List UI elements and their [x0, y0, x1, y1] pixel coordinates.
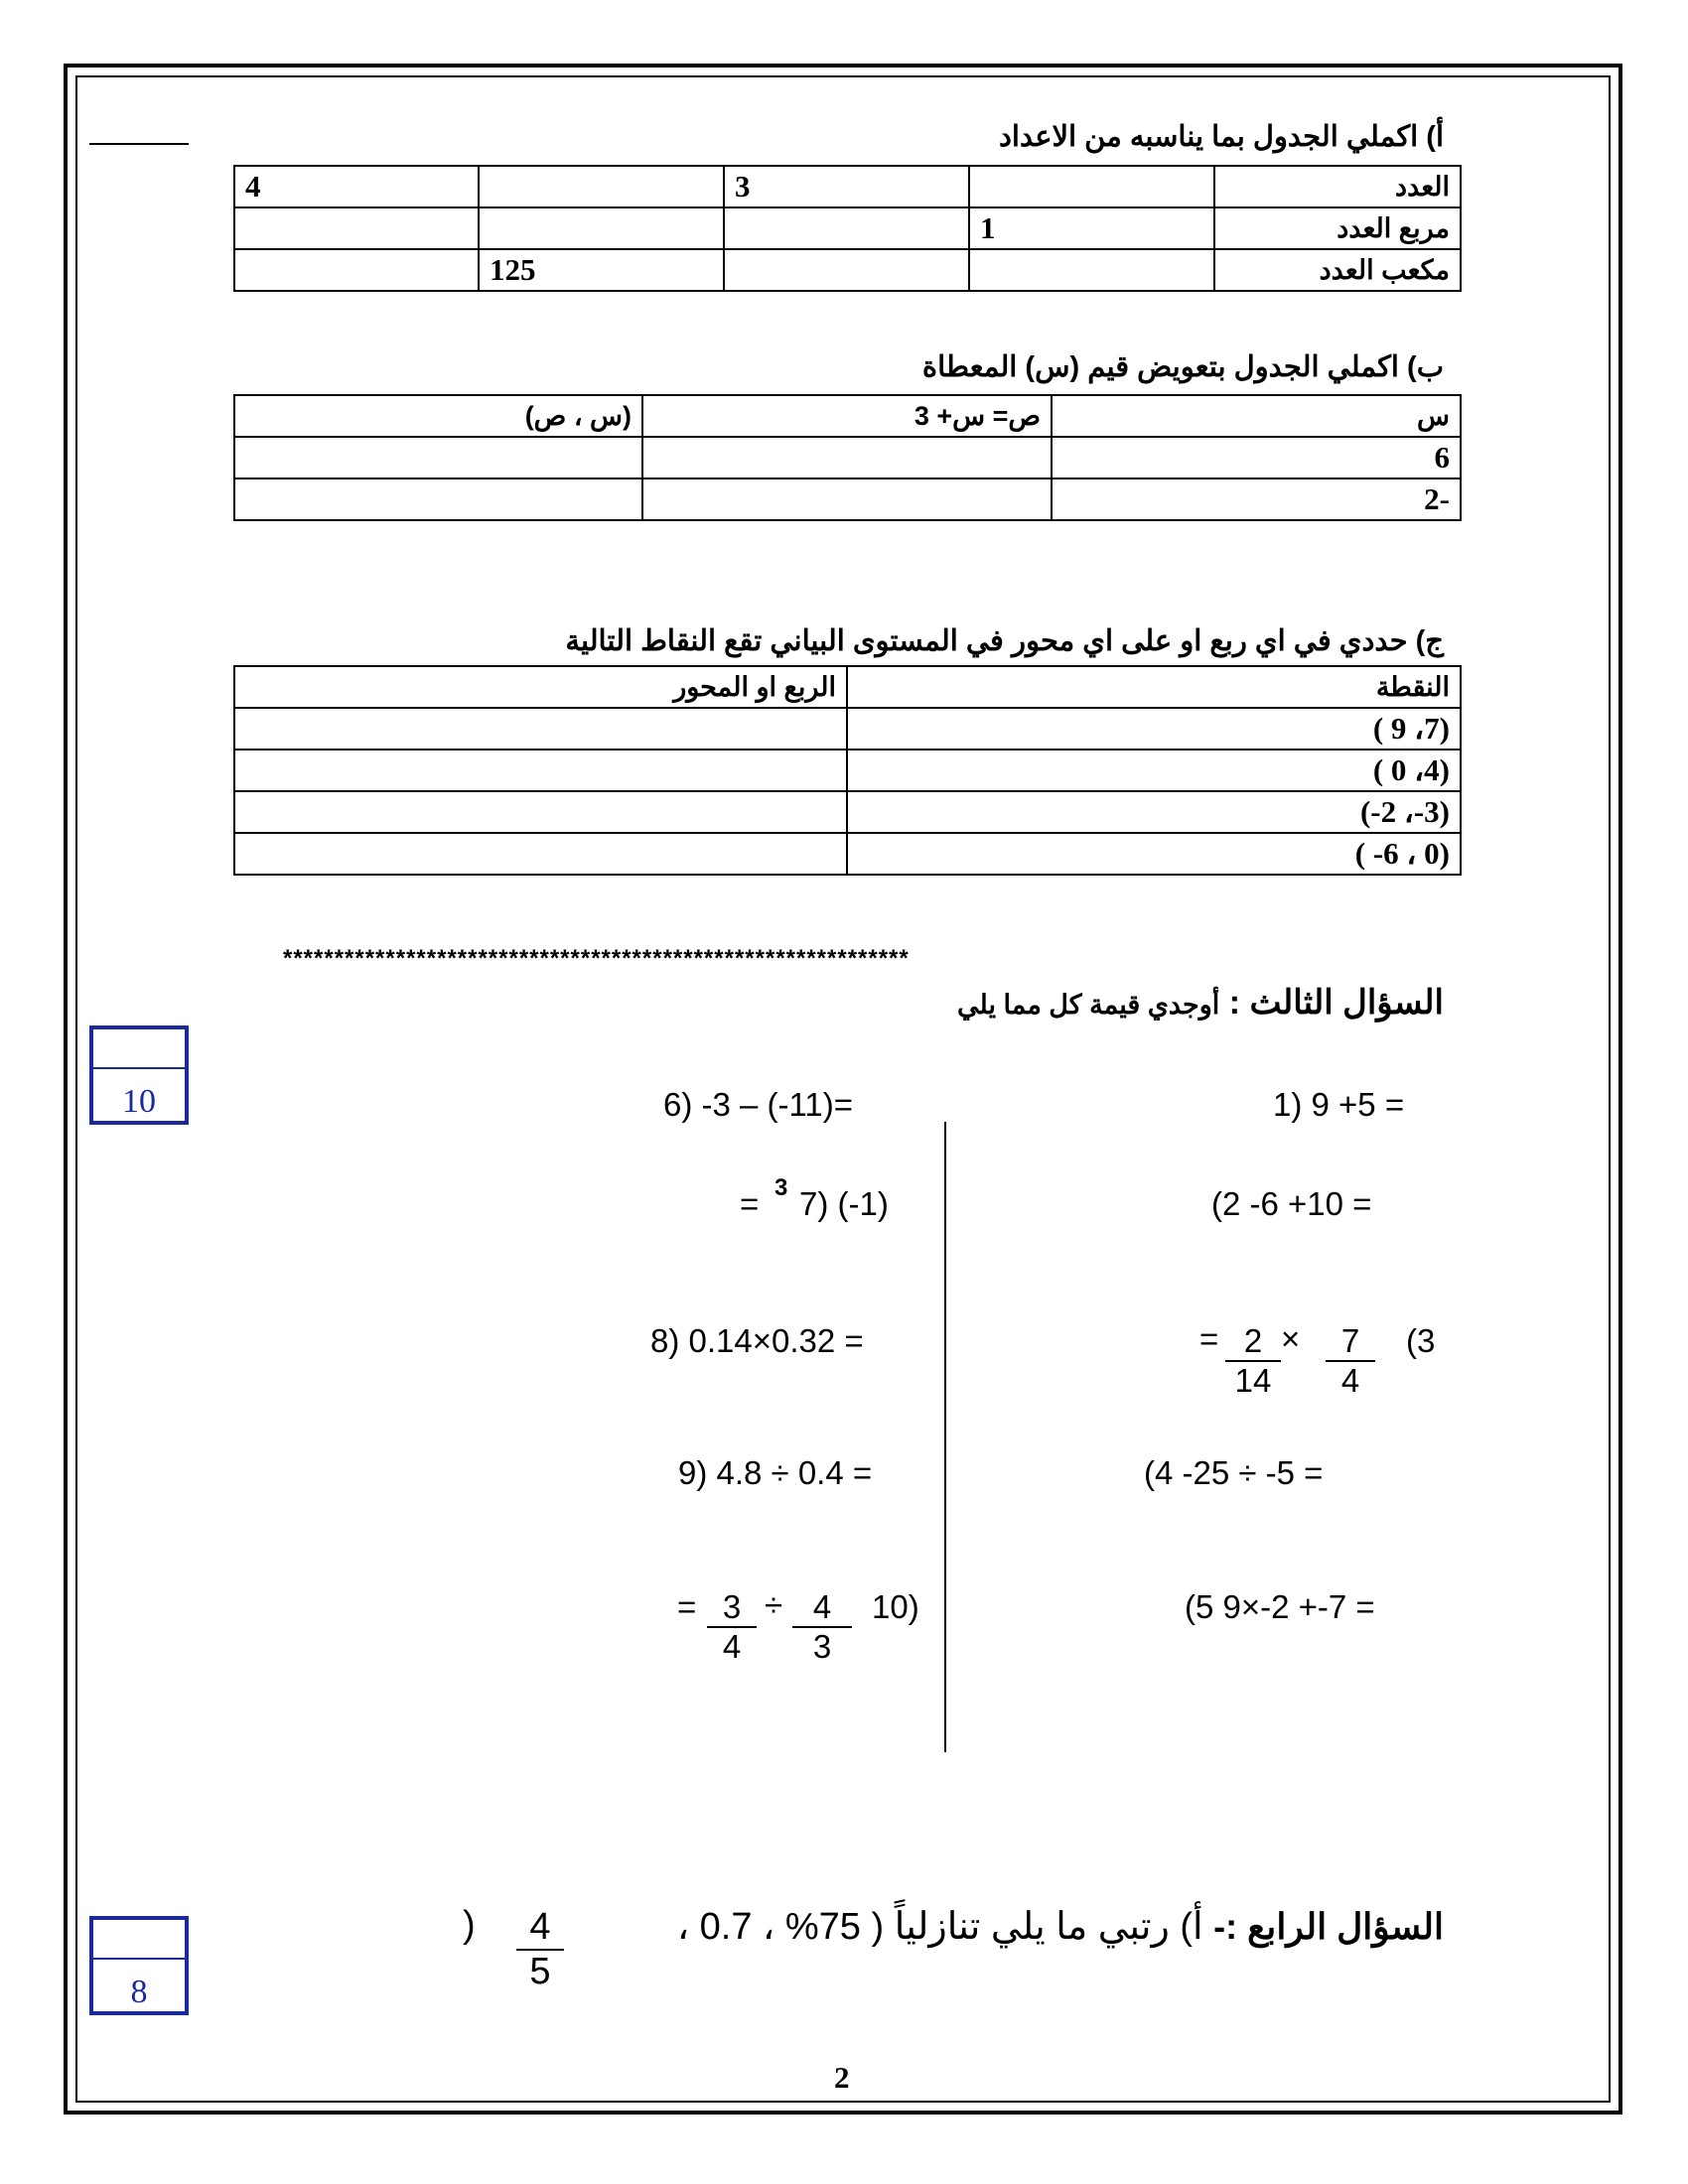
item-1: 1) 9 +5 = [1273, 1086, 1405, 1123]
q4-text: أ) رتبي ما يلي تنازلياً ( 75% ، 0.7 ، [676, 1906, 1203, 1948]
table-row [234, 207, 1461, 249]
table-cell[interactable] [969, 249, 1214, 291]
point-cell: ( 9 ،7) [847, 708, 1461, 750]
item-8: 8) 0.14×0.32 = [650, 1322, 864, 1359]
item-3-equals: = [1199, 1320, 1219, 1357]
item-7-base: 7) (-1) [799, 1185, 889, 1222]
item-5: (5 9×-2 +-7 = [1185, 1588, 1375, 1625]
table-cell: 2- [1052, 478, 1461, 520]
denominator: 3 [812, 1628, 832, 1665]
point-cell: ( -6 ، 0) [847, 833, 1461, 875]
q3-title: السؤال الثالث : [1228, 984, 1444, 1022]
item-3-fraction-a [1326, 1322, 1375, 1400]
table-cell[interactable] [724, 249, 969, 291]
table-cell[interactable]: 4 [234, 166, 479, 207]
q3-score: 10 [122, 1083, 156, 1120]
table-cell[interactable] [479, 207, 724, 249]
table-cell[interactable] [234, 478, 642, 520]
table-cell[interactable]: 1 [969, 207, 1214, 249]
item-10-fraction-b [792, 1588, 852, 1666]
table-row [234, 437, 1461, 478]
item-4: (4 -25 ÷ -5 = [1144, 1454, 1324, 1491]
table-part-c [233, 665, 1462, 876]
q3-instruction: أوجدي قيمة كل مما يلي [957, 990, 1220, 1020]
header-point: النقطة [847, 666, 1461, 708]
item-3-label: (3 [1406, 1322, 1436, 1359]
q4-score: 8 [130, 1974, 148, 2010]
table-cell[interactable] [479, 166, 724, 207]
header-pair: (س ، ص) [234, 395, 642, 437]
page-number: 2 [834, 2060, 850, 2095]
table-cell[interactable] [234, 249, 479, 291]
table-cell[interactable] [234, 833, 847, 875]
part-a-title: أ) اكملي الجدول بما يناسبه من الاعداد [999, 121, 1444, 153]
table-cell[interactable]: 3 [724, 166, 969, 207]
header-y-formula: ص= س+ 3 [642, 395, 1052, 437]
part-b-title: ب) اكملي الجدول بتعويض قيم (س) المعطاة [921, 351, 1444, 383]
table-header-row [234, 666, 1461, 708]
numerator: 2 [1225, 1322, 1281, 1362]
header-x: س [1052, 395, 1461, 437]
q3-heading [957, 983, 1444, 1023]
item-3-operator: × [1281, 1320, 1301, 1357]
table-cell[interactable] [234, 207, 479, 249]
row-label: مربع العدد [1214, 207, 1461, 249]
item-10-operator: ÷ [765, 1586, 783, 1623]
part-c-title: ج) حددي في اي ربع او على اي محور في المستوى البياني تقع النقاط التالية [565, 625, 1444, 657]
table-cell[interactable] [969, 166, 1214, 207]
item-2: (2 -6 +10 = [1211, 1185, 1372, 1222]
table-cell[interactable]: 125 [479, 249, 724, 291]
table-cell[interactable] [234, 708, 847, 750]
q4-title: السؤال الرابع :- [1213, 1906, 1444, 1947]
table-row [234, 249, 1461, 291]
q4-close-paren: ) [463, 1904, 476, 1946]
table-row [234, 478, 1461, 520]
star-divider: ************************************************************* [283, 945, 910, 972]
point-cell: (-2 ،-3) [847, 791, 1461, 833]
point-cell: ( 0 ،4) [847, 750, 1461, 791]
table-row [234, 750, 1461, 791]
denominator: 4 [722, 1628, 742, 1665]
table-cell[interactable] [234, 750, 847, 791]
item-7-equals: = [740, 1185, 760, 1222]
denominator: 4 [1340, 1362, 1360, 1399]
item-6: 6) -3 – (-11)= [663, 1086, 854, 1123]
table-row [234, 791, 1461, 833]
table-cell[interactable] [724, 207, 969, 249]
table-cell: 6 [1052, 437, 1461, 478]
table-cell[interactable] [642, 437, 1052, 478]
item-10-fraction-a [707, 1588, 757, 1666]
q4-score-box [89, 1916, 189, 2015]
denominator: 14 [1234, 1362, 1272, 1399]
numerator: 3 [707, 1588, 757, 1628]
q4-fraction [516, 1906, 564, 1993]
item-3-fraction-b [1225, 1322, 1281, 1400]
item-7-exponent: 3 [774, 1174, 788, 1201]
numerator: 4 [792, 1588, 852, 1628]
item-10-label: 10) [872, 1588, 919, 1625]
table-part-b [233, 394, 1462, 521]
table-row [234, 833, 1461, 875]
table-cell[interactable] [642, 478, 1052, 520]
row-label: العدد [1214, 166, 1461, 207]
table-header-row [234, 395, 1461, 437]
table-cell[interactable] [234, 437, 642, 478]
table-cell[interactable] [234, 791, 847, 833]
numerator: 7 [1326, 1322, 1375, 1362]
score-blank-line [89, 143, 189, 145]
q3-score-box [89, 1025, 189, 1125]
column-divider [944, 1122, 946, 1752]
denominator: 5 [529, 1951, 551, 1992]
header-quadrant: الربع او المحور [234, 666, 847, 708]
table-row [234, 166, 1461, 207]
item-9: 9) 4.8 ÷ 0.4 = [678, 1454, 873, 1491]
item-10-equals: = [677, 1588, 697, 1625]
table-part-a [233, 165, 1462, 292]
numerator: 4 [516, 1906, 564, 1951]
table-row [234, 708, 1461, 750]
row-label: مكعب العدد [1214, 249, 1461, 291]
q4-line [677, 1904, 1444, 1949]
